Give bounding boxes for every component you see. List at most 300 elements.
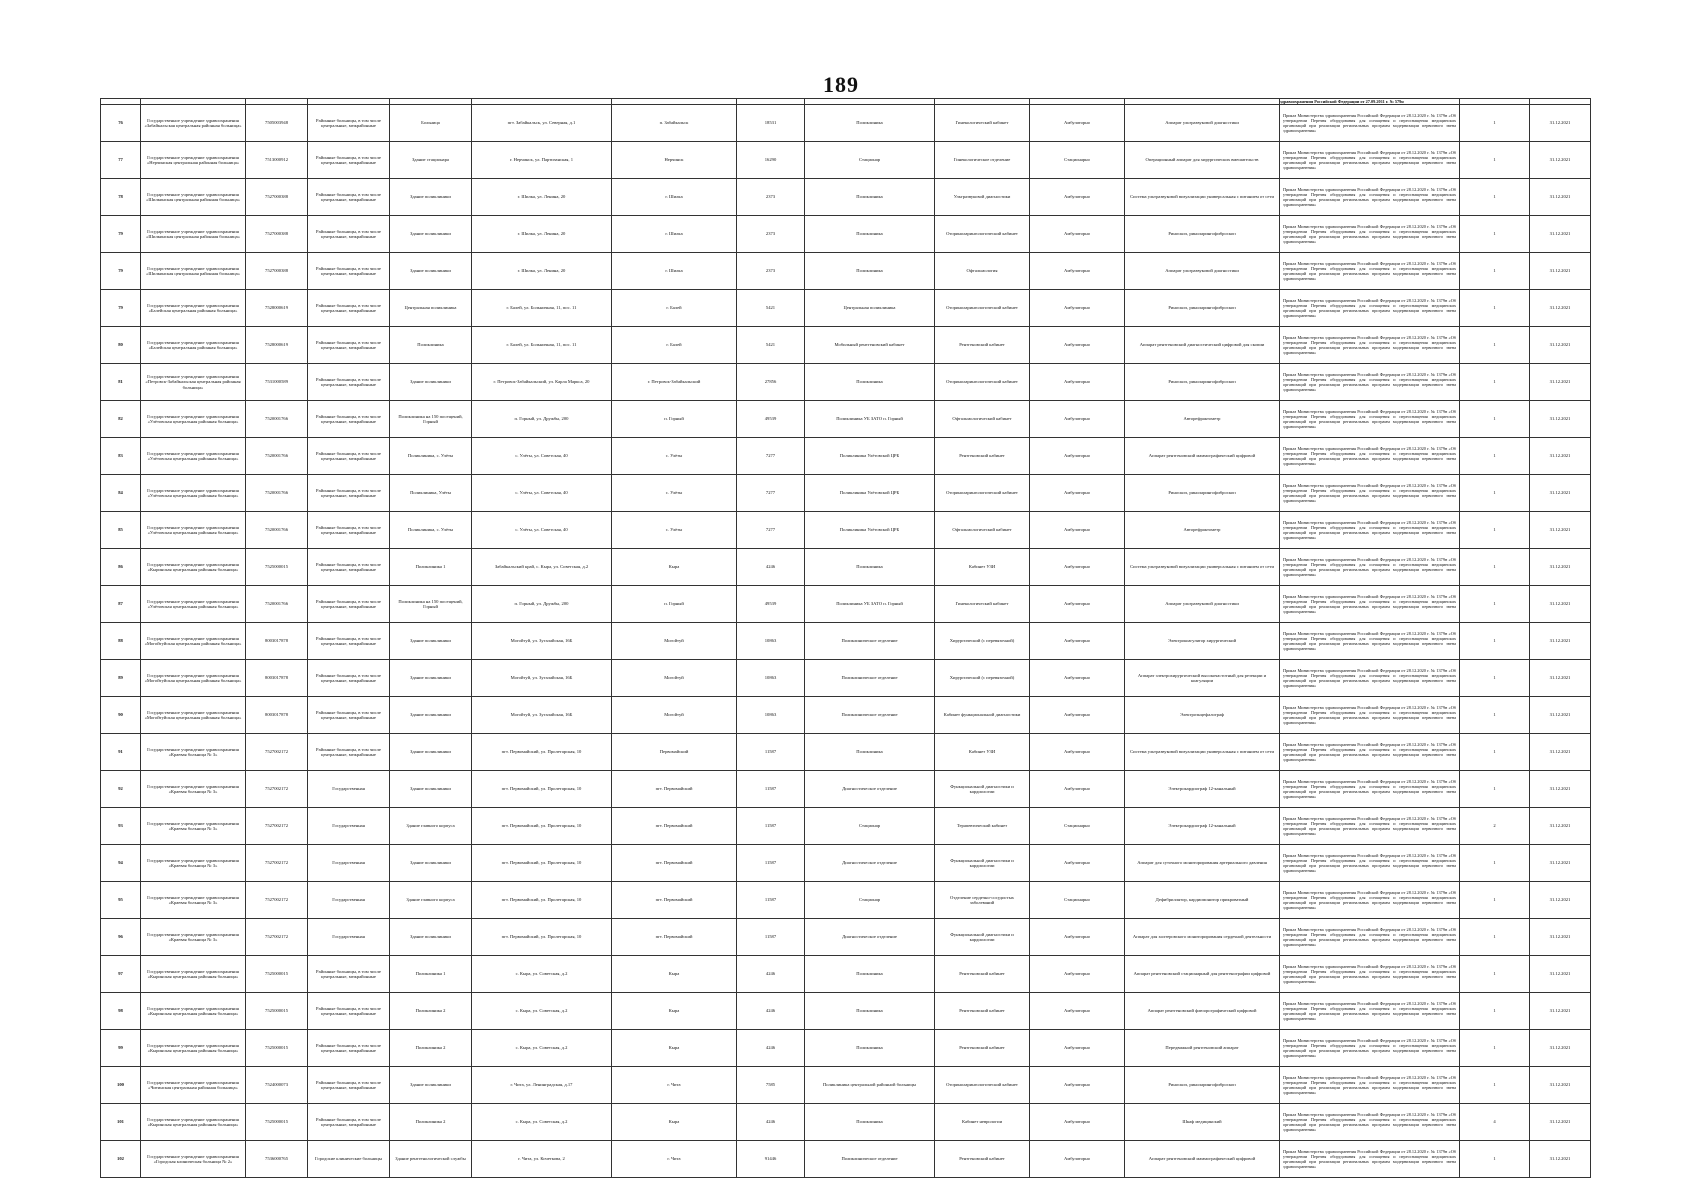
equipment-name: Риноскоп, риноларингофиброскоп — [1125, 364, 1280, 401]
quantity: 1 — [1460, 512, 1530, 549]
due-date: 31.12.2021 — [1530, 253, 1591, 290]
department: Поликлиническое отделение — [805, 623, 935, 660]
regulatory-document: Приказ Министерства здравоохранения Российской Федерации от 28.12.2020 г. № 1379н «Об утверждении Перечня оборудования для оснащения и переоснащения медицинских организаций при реализации региональных программ модернизации первичного звена здравоохранения» — [1280, 1067, 1460, 1104]
equipment-name: Авторефрактометр — [1125, 512, 1280, 549]
cabinet: Рентгеновский кабинет — [935, 327, 1030, 364]
row-number: 100 — [101, 1067, 141, 1104]
organization-type: Районные больницы, в том числе центральные, межрайонные — [308, 956, 390, 993]
cabinet: Офтальмологический кабинет — [935, 512, 1030, 549]
equipment-name: Система ультразвуковой визуализации универсальная с питанием от сети — [1125, 549, 1280, 586]
locality: с. Улёты — [612, 512, 737, 549]
row-number: 98 — [101, 993, 141, 1030]
equipment-name: Система ультразвуковой визуализации универсальная с питанием от сети — [1125, 734, 1280, 771]
table-row — [101, 845, 1591, 882]
regulatory-document: Приказ Министерства здравоохранения Российской Федерации от 28.12.2020 г. № 1379н «Об утверждении Перечня оборудования для оснащения и переоснащения медицинских организаций при реализации региональных программ модернизации первичного звена здравоохранения» — [1280, 216, 1460, 253]
regulatory-document: Приказ Министерства здравоохранения Российской Федерации от 28.12.2020 г. № 1379н «Об утверждении Перечня оборудования для оснащения и переоснащения медицинских организаций при реализации региональных программ модернизации первичного звена здравоохранения» — [1280, 475, 1460, 512]
organization-name: Государственное учреждение здравоохранения «Кыринская центральная районная больница» — [141, 993, 246, 1030]
cabinet: Кабинет неврологии — [935, 1104, 1030, 1141]
equipment-name: Аппарат ультразвуковой диагностики — [1125, 586, 1280, 623]
department: Поликлиника УБ ЗАТО п. Горный — [805, 586, 935, 623]
address: с. Кыра, ул. Советская, д.2 — [472, 1104, 612, 1141]
organization-type: Районные больницы, в том числе центральные, межрайонные — [308, 290, 390, 327]
regulatory-document: Приказ Министерства здравоохранения Российской Федерации от 28.12.2020 г. № 1379н «Об утверждении Перечня оборудования для оснащения и переоснащения медицинских организаций при реализации региональных программ модернизации первичного звена здравоохранения» — [1280, 882, 1460, 919]
quantity: 1 — [1460, 327, 1530, 364]
organization-type: Районные больницы, в том числе центральные, межрайонные — [308, 364, 390, 401]
cabinet: Рентгеновский кабинет — [935, 438, 1030, 475]
quantity: 1 — [1460, 845, 1530, 882]
cabinet: Оториноларингологический кабинет — [935, 216, 1030, 253]
row-number: 86 — [101, 549, 141, 586]
department: Поликлиника — [805, 549, 935, 586]
equipment-name: Риноскоп, риноларингофиброскоп — [1125, 475, 1280, 512]
address: г. Балей, ул. Больничная, 11, пос. 11 — [472, 327, 612, 364]
table-row — [101, 1141, 1591, 1178]
table-row — [101, 475, 1591, 512]
cabinet: Хирургический (с перевязочной) — [935, 660, 1030, 697]
quantity: 1 — [1460, 697, 1530, 734]
building-name: Поликлиника 2 — [390, 1104, 472, 1141]
address: Могойтуй, ул. Зугалайская, 16Б — [472, 660, 612, 697]
row-number: 101 — [101, 1104, 141, 1141]
regulatory-document: Приказ Министерства здравоохранения Российской Федерации от 28.12.2020 г. № 1379н «Об утверждении Перечня оборудования для оснащения и переоснащения медицинских организаций при реализации региональных программ модернизации первичного звена здравоохранения» — [1280, 105, 1460, 142]
locality: г. Чита — [612, 1067, 737, 1104]
department: Поликлиническое отделение — [805, 1141, 935, 1178]
cabinet: Гинекологический кабинет — [935, 586, 1030, 623]
cabinet: Оториноларингологический кабинет — [935, 364, 1030, 401]
organization-type: Районные больницы, в том числе центральные, межрайонные — [308, 697, 390, 734]
row-number: 84 — [101, 475, 141, 512]
organization-name: Государственное учреждение здравоохранения «Шилкинская центральная районная больница» — [141, 216, 246, 253]
department: Поликлиника Улётовской ЦРБ — [805, 438, 935, 475]
locality: п. Горный — [612, 586, 737, 623]
equipment-name: Аппарат для суточного мониторирования артериального давления — [1125, 845, 1280, 882]
regulatory-document: Приказ Министерства здравоохранения Российской Федерации от 28.12.2020 г. № 1379н «Об утверждении Перечня оборудования для оснащения и переоснащения медицинских организаций при реализации региональных программ модернизации первичного звена здравоохранения» — [1280, 290, 1460, 327]
building-name: Поликлиника, с. Улёты — [390, 512, 472, 549]
quantity: 1 — [1460, 919, 1530, 956]
building-name: Здание рентгенологической службы — [390, 1141, 472, 1178]
locality: Первомайский — [612, 734, 737, 771]
address: с. Улёты, ул. Советская, 40 — [472, 512, 612, 549]
department: Поликлиника — [805, 105, 935, 142]
locality: г. Шилка — [612, 179, 737, 216]
cabinet: Ультразвуковой диагностики — [935, 179, 1030, 216]
header-continuation: здравоохранения Российской Федерации от 27.09.2011 г. № 579н — [1280, 99, 1460, 105]
address: Могойтуй, ул. Зугалайская, 16Б — [472, 623, 612, 660]
quantity: 1 — [1460, 586, 1530, 623]
building-name: Здание поликлиники — [390, 734, 472, 771]
department: Поликлиника Улётовской ЦРБ — [805, 512, 935, 549]
inn-code: 7505003948 — [246, 105, 308, 142]
regulatory-document: Приказ Министерства здравоохранения Российской Федерации от 28.12.2020 г. № 1379н «Об утверждении Перечня оборудования для оснащения и переоснащения медицинских организаций при реализации региональных программ модернизации первичного звена здравоохранения» — [1280, 512, 1460, 549]
inn-code: 7527000388 — [246, 253, 308, 290]
row-number: 102 — [101, 1141, 141, 1178]
department: Поликлиника — [805, 734, 935, 771]
building-name: Здание стационара — [390, 142, 472, 179]
department: Поликлиника — [805, 1030, 935, 1067]
cabinet: Терапевтический кабинет — [935, 808, 1030, 845]
locality-code: 7277 — [737, 475, 805, 512]
inn-code: 7527002172 — [246, 919, 308, 956]
quantity: 2 — [1460, 808, 1530, 845]
regulatory-document: Приказ Министерства здравоохранения Российской Федерации от 28.12.2020 г. № 1379н «Об утверждении Перечня оборудования для оснащения и переоснащения медицинских организаций при реализации региональных программ модернизации первичного звена здравоохранения» — [1280, 993, 1460, 1030]
locality-code: 16290 — [737, 142, 805, 179]
inn-code: 7536000765 — [246, 1141, 308, 1178]
address: с. Кыра, ул. Советская, д.2 — [472, 1030, 612, 1067]
row-number: 94 — [101, 845, 141, 882]
due-date: 31.12.2021 — [1530, 1141, 1591, 1178]
due-date: 31.12.2021 — [1530, 216, 1591, 253]
care-mode: Стационарно — [1030, 808, 1125, 845]
row-number: 85 — [101, 512, 141, 549]
building-name: Здание поликлиники — [390, 697, 472, 734]
care-mode: Стационарно — [1030, 142, 1125, 179]
regulatory-document: Приказ Министерства здравоохранения Российской Федерации от 28.12.2020 г. № 1379н «Об утверждении Перечня оборудования для оснащения и переоснащения медицинских организаций при реализации региональных программ модернизации первичного звена здравоохранения» — [1280, 623, 1460, 660]
care-mode: Амбулаторно — [1030, 771, 1125, 808]
row-number: 95 — [101, 882, 141, 919]
equipment-name: Аппарат рентгеновский стационарный для рентгенографии цифровой — [1125, 956, 1280, 993]
locality: пгт. Первомайский — [612, 771, 737, 808]
page-number: 189 — [823, 72, 859, 97]
cabinet: Кабинет функциональной диагностики — [935, 697, 1030, 734]
due-date: 31.12.2021 — [1530, 660, 1591, 697]
locality: г. Балей — [612, 290, 737, 327]
address: с. Кыра, ул. Советская, д.2 — [472, 956, 612, 993]
address: пгт. Забайкальск, ул. Северная, д.1 — [472, 105, 612, 142]
department: Диагностическое отделение — [805, 771, 935, 808]
address: г. Нерчинск, ул. Партизанская, 1 — [472, 142, 612, 179]
locality: Кыра — [612, 956, 737, 993]
department: Поликлиническое отделение — [805, 697, 935, 734]
inn-code: 7525000015 — [246, 1104, 308, 1141]
locality-code: 7277 — [737, 512, 805, 549]
equipment-name: Аппарат рентгеновский маммографический цифровой — [1125, 1141, 1280, 1178]
locality: Кыра — [612, 549, 737, 586]
quantity: 1 — [1460, 216, 1530, 253]
cabinet: Функциональной диагностики и кардиологии — [935, 845, 1030, 882]
address: пгт. Первомайский, ул. Пролетарская, 10 — [472, 771, 612, 808]
quantity: 1 — [1460, 179, 1530, 216]
table-row — [101, 956, 1591, 993]
row-number: 80 — [101, 327, 141, 364]
locality: Кыра — [612, 993, 737, 1030]
organization-name: Государственное учреждение здравоохранения «Шилкинская центральная районная больница» — [141, 179, 246, 216]
regulatory-document: Приказ Министерства здравоохранения Российской Федерации от 28.12.2020 г. № 1379н «Об утверждении Перечня оборудования для оснащения и переоснащения медицинских организаций при реализации региональных программ модернизации первичного звена здравоохранения» — [1280, 697, 1460, 734]
locality-code: 10863 — [737, 697, 805, 734]
organization-name: Государственное учреждение здравоохранения «Читинская центральная районная больница» — [141, 1067, 246, 1104]
inn-code: 7525000015 — [246, 956, 308, 993]
organization-type: Районные больницы, в том числе центральные, межрайонные — [308, 105, 390, 142]
row-number: 89 — [101, 660, 141, 697]
building-name: Здание поликлиники — [390, 364, 472, 401]
locality-code: 2373 — [737, 179, 805, 216]
cabinet: Оториноларингологический кабинет — [935, 475, 1030, 512]
row-number: 92 — [101, 771, 141, 808]
equipment-name: Система ультразвуковой визуализации универсальная с питанием от сети — [1125, 179, 1280, 216]
due-date: 31.12.2021 — [1530, 697, 1591, 734]
regulatory-document: Приказ Министерства здравоохранения Российской Федерации от 28.12.2020 г. № 1379н «Об утверждении Перечня оборудования для оснащения и переоснащения медицинских организаций при реализации региональных программ модернизации первичного звена здравоохранения» — [1280, 179, 1460, 216]
equipment-table-wrapper — [100, 98, 1590, 1178]
quantity: 1 — [1460, 1030, 1530, 1067]
inn-code: 7527000388 — [246, 179, 308, 216]
organization-name: Государственное учреждение здравоохранения «Могойтуйская центральная районная больница» — [141, 697, 246, 734]
organization-type: Районные больницы, в том числе центральные, межрайонные — [308, 1104, 390, 1141]
regulatory-document: Приказ Министерства здравоохранения Российской Федерации от 28.12.2020 г. № 1379н «Об утверждении Перечня оборудования для оснащения и переоснащения медицинских организаций при реализации региональных программ модернизации первичного звена здравоохранения» — [1280, 253, 1460, 290]
quantity: 1 — [1460, 142, 1530, 179]
care-mode: Амбулаторно — [1030, 1141, 1125, 1178]
due-date: 31.12.2021 — [1530, 586, 1591, 623]
table-row — [101, 1067, 1591, 1104]
regulatory-document: Приказ Министерства здравоохранения Российской Федерации от 28.12.2020 г. № 1379н «Об утверждении Перечня оборудования для оснащения и переоснащения медицинских организаций при реализации региональных программ модернизации первичного звена здравоохранения» — [1280, 845, 1460, 882]
due-date: 31.12.2021 — [1530, 993, 1591, 1030]
cabinet: Офтальмологический кабинет — [935, 401, 1030, 438]
building-name: Поликлиника, Улёты — [390, 475, 472, 512]
regulatory-document: Приказ Министерства здравоохранения Российской Федерации от 28.12.2020 г. № 1379н «Об утверждении Перечня оборудования для оснащения и переоснащения медицинских организаций при реализации региональных программ модернизации первичного звена здравоохранения» — [1280, 734, 1460, 771]
locality-code: 11587 — [737, 845, 805, 882]
due-date: 31.12.2021 — [1530, 475, 1591, 512]
cabinet: Рентгеновский кабинет — [935, 993, 1030, 1030]
locality: пгт. Первомайский — [612, 845, 737, 882]
inn-code: 8003017878 — [246, 660, 308, 697]
due-date: 31.12.2021 — [1530, 623, 1591, 660]
locality: г. Шилка — [612, 216, 737, 253]
care-mode: Амбулаторно — [1030, 253, 1125, 290]
building-name: Здание поликлиники — [390, 1067, 472, 1104]
department: Стационар — [805, 142, 935, 179]
building-name: Здание главного корпуса — [390, 882, 472, 919]
equipment-table — [100, 98, 1591, 1178]
care-mode: Стационарно — [1030, 882, 1125, 919]
organization-name: Государственное учреждение здравоохранения «Забайкальская центральная районная больница» — [141, 105, 246, 142]
locality: пгт. Первомайский — [612, 808, 737, 845]
organization-name: Государственное учреждение здравоохранения «Петровск-Забайкальская центральная районная больница» — [141, 364, 246, 401]
row-number: 96 — [101, 919, 141, 956]
department: Стационар — [805, 808, 935, 845]
locality: п. Забайкальск — [612, 105, 737, 142]
care-mode: Амбулаторно — [1030, 290, 1125, 327]
table-row — [101, 1104, 1591, 1141]
cabinet: Рентгеновский кабинет — [935, 956, 1030, 993]
address: г. Чита, ул. Ленинградская, д.17 — [472, 1067, 612, 1104]
cabinet: Гинекологическое отделение — [935, 142, 1030, 179]
regulatory-document: Приказ Министерства здравоохранения Российской Федерации от 28.12.2020 г. № 1379н «Об утверждении Перечня оборудования для оснащения и переоснащения медицинских организаций при реализации региональных программ модернизации первичного звена здравоохранения» — [1280, 401, 1460, 438]
regulatory-document: Приказ Министерства здравоохранения Российской Федерации от 28.12.2020 г. № 1379н «Об утверждении Перечня оборудования для оснащения и переоснащения медицинских организаций при реализации региональных программ модернизации первичного звена здравоохранения» — [1280, 956, 1460, 993]
due-date: 31.12.2021 — [1530, 956, 1591, 993]
table-body — [101, 99, 1591, 1178]
equipment-name: Шкаф медицинский — [1125, 1104, 1280, 1141]
care-mode: Амбулаторно — [1030, 623, 1125, 660]
address: с. Улёты, ул. Советская, 40 — [472, 475, 612, 512]
locality-code: 7277 — [737, 438, 805, 475]
locality: г. Балей — [612, 327, 737, 364]
quantity: 1 — [1460, 623, 1530, 660]
regulatory-document: Приказ Министерства здравоохранения Российской Федерации от 28.12.2020 г. № 1379н «Об утверждении Перечня оборудования для оснащения и переоснащения медицинских организаций при реализации региональных программ модернизации первичного звена здравоохранения» — [1280, 1030, 1460, 1067]
cabinet: Рентгеновский кабинет — [935, 1141, 1030, 1178]
locality-code: 10863 — [737, 660, 805, 697]
locality: г. Петровск-Забайкальский — [612, 364, 737, 401]
inn-code: 7527002172 — [246, 808, 308, 845]
locality-code: 11587 — [737, 734, 805, 771]
address: пгт. Первомайский, ул. Пролетарская, 10 — [472, 808, 612, 845]
care-mode: Амбулаторно — [1030, 993, 1125, 1030]
organization-name: Государственное учреждение здравоохранения «Городская клиническая больница № 2» — [141, 1141, 246, 1178]
inn-code: 7520001766 — [246, 438, 308, 475]
regulatory-document: Приказ Министерства здравоохранения Российской Федерации от 28.12.2020 г. № 1379н «Об утверждении Перечня оборудования для оснащения и переоснащения медицинских организаций при реализации региональных программ модернизации первичного звена здравоохранения» — [1280, 1104, 1460, 1141]
equipment-name: Аппарат ультразвуковой диагностики — [1125, 253, 1280, 290]
building-name: Поликлиника, с. Улёты — [390, 438, 472, 475]
equipment-name: Электроэнцефалограф — [1125, 697, 1280, 734]
care-mode: Амбулаторно — [1030, 697, 1125, 734]
table-row — [101, 216, 1591, 253]
due-date: 31.12.2021 — [1530, 1067, 1591, 1104]
department: Поликлиника центральной районной больницы — [805, 1067, 935, 1104]
locality-code: 11587 — [737, 808, 805, 845]
table-row — [101, 1030, 1591, 1067]
table-row — [101, 734, 1591, 771]
inn-code: 7520001766 — [246, 512, 308, 549]
address: г. Шилка, ул. Ленина, 20 — [472, 253, 612, 290]
due-date: 31.12.2021 — [1530, 142, 1591, 179]
locality: Могойтуй — [612, 660, 737, 697]
organization-type: Районные больницы, в том числе центральные, межрайонные — [308, 327, 390, 364]
regulatory-document: Приказ Министерства здравоохранения Российской Федерации от 28.12.2020 г. № 1379н «Об утверждении Перечня оборудования для оснащения и переоснащения медицинских организаций при реализации региональных программ модернизации первичного звена здравоохранения» — [1280, 1141, 1460, 1178]
organization-name: Государственное учреждение здравоохранения «Краевая больница № 3» — [141, 771, 246, 808]
table-row — [101, 660, 1591, 697]
address: п. Горный, ул. Дружбы, 200 — [472, 586, 612, 623]
quantity: 1 — [1460, 660, 1530, 697]
table-row — [101, 549, 1591, 586]
table-row — [101, 512, 1591, 549]
row-number: 77 — [101, 142, 141, 179]
organization-type: Районные больницы, в том числе центральные, межрайонные — [308, 734, 390, 771]
address: г. Петровск-Забайкальский, ул. Карла Маркса, 20 — [472, 364, 612, 401]
regulatory-document: Приказ Министерства здравоохранения Российской Федерации от 28.12.2020 г. № 1379н «Об утверждении Перечня оборудования для оснащения и переоснащения медицинских организаций при реализации региональных программ модернизации первичного звена здравоохранения» — [1280, 586, 1460, 623]
organization-name: Государственное учреждение здравоохранения «Улётовская центральная районная больница» — [141, 401, 246, 438]
table-row — [101, 142, 1591, 179]
table-row — [101, 808, 1591, 845]
due-date: 31.12.2021 — [1530, 327, 1591, 364]
organization-type: Районные больницы, в том числе центральные, межрайонные — [308, 475, 390, 512]
equipment-name: Аппарат рентгеновский диагностический цифровой для скопии — [1125, 327, 1280, 364]
organization-type: Государственная — [308, 919, 390, 956]
equipment-name: Дефибриллятор, кардиомонитор прикроватный — [1125, 882, 1280, 919]
equipment-name: Аппарат рентгеновский маммографический цифровой — [1125, 438, 1280, 475]
inn-code: 7528000619 — [246, 290, 308, 327]
cabinet: Функциональной диагностики и кардиологии — [935, 919, 1030, 956]
care-mode: Амбулаторно — [1030, 401, 1125, 438]
regulatory-document: Приказ Министерства здравоохранения Российской Федерации от 28.12.2020 г. № 1379н «Об утверждении Перечня оборудования для оснащения и переоснащения медицинских организаций при реализации региональных программ модернизации первичного звена здравоохранения» — [1280, 771, 1460, 808]
care-mode: Амбулаторно — [1030, 327, 1125, 364]
equipment-name: Электрокардиограф 12-канальный — [1125, 808, 1280, 845]
organization-type: Районные больницы, в том числе центральные, межрайонные — [308, 1030, 390, 1067]
locality: г. Чита — [612, 1141, 737, 1178]
inn-code: 7520001766 — [246, 475, 308, 512]
department: Стационар — [805, 882, 935, 919]
organization-type: Районные больницы, в том числе центральные, межрайонные — [308, 438, 390, 475]
table-row — [101, 623, 1591, 660]
building-name: Поликлиника на 150 посещений, Горный — [390, 586, 472, 623]
equipment-name: Передвижной рентгеновский аппарат — [1125, 1030, 1280, 1067]
organization-name: Государственное учреждение здравоохранения «Кыринская центральная районная больница» — [141, 956, 246, 993]
inn-code: 8003017878 — [246, 623, 308, 660]
organization-name: Государственное учреждение здравоохранения «Улётовская центральная районная больница» — [141, 512, 246, 549]
locality-code: 49539 — [737, 586, 805, 623]
row-number: 83 — [101, 438, 141, 475]
inn-code: 7527002172 — [246, 734, 308, 771]
regulatory-document: Приказ Министерства здравоохранения Российской Федерации от 28.12.2020 г. № 1379н «Об утверждении Перечня оборудования для оснащения и переоснащения медицинских организаций при реализации региональных программ модернизации первичного звена здравоохранения» — [1280, 660, 1460, 697]
organization-name: Государственное учреждение здравоохранения «Краевая больница № 3» — [141, 919, 246, 956]
organization-type: Районные больницы, в том числе центральные, межрайонные — [308, 549, 390, 586]
regulatory-document: Приказ Министерства здравоохранения Российской Федерации от 28.12.2020 г. № 1379н «Об утверждении Перечня оборудования для оснащения и переоснащения медицинских организаций при реализации региональных программ модернизации первичного звена здравоохранения» — [1280, 364, 1460, 401]
due-date: 31.12.2021 — [1530, 364, 1591, 401]
inn-code: 7528000619 — [246, 327, 308, 364]
table-row — [101, 364, 1591, 401]
row-number: 90 — [101, 697, 141, 734]
care-mode: Амбулаторно — [1030, 216, 1125, 253]
table-row — [101, 105, 1591, 142]
cabinet: Гинекологический кабинет — [935, 105, 1030, 142]
due-date: 31.12.2021 — [1530, 1104, 1591, 1141]
quantity: 1 — [1460, 882, 1530, 919]
address: г. Чита, ул. Кочеткова, 2 — [472, 1141, 612, 1178]
quantity: 1 — [1460, 105, 1530, 142]
organization-name: Государственное учреждение здравоохранения «Балейская центральная районная больница» — [141, 290, 246, 327]
care-mode: Амбулаторно — [1030, 956, 1125, 993]
organization-type: Районные больницы, в том числе центральные, межрайонные — [308, 586, 390, 623]
department: Поликлиника — [805, 956, 935, 993]
row-number: 81 — [101, 364, 141, 401]
equipment-name: Риноскоп, риноларингофиброскоп — [1125, 290, 1280, 327]
locality-code: 18531 — [737, 105, 805, 142]
locality-code: 5421 — [737, 290, 805, 327]
care-mode: Амбулаторно — [1030, 845, 1125, 882]
department: Поликлиника — [805, 364, 935, 401]
organization-type: Районные больницы, в том числе центральные, межрайонные — [308, 142, 390, 179]
organization-name: Государственное учреждение здравоохранения «Кыринская центральная районная больница» — [141, 1030, 246, 1067]
care-mode: Амбулаторно — [1030, 364, 1125, 401]
locality: Кыра — [612, 1104, 737, 1141]
due-date: 31.12.2021 — [1530, 290, 1591, 327]
organization-type: Районные больницы, в том числе центральные, межрайонные — [308, 623, 390, 660]
regulatory-document: Приказ Министерства здравоохранения Российской Федерации от 28.12.2020 г. № 1379н «Об утверждении Перечня оборудования для оснащения и переоснащения медицинских организаций при реализации региональных программ модернизации первичного звена здравоохранения» — [1280, 438, 1460, 475]
quantity: 1 — [1460, 771, 1530, 808]
locality: пгт. Первомайский — [612, 882, 737, 919]
organization-name: Государственное учреждение здравоохранения «Балейская центральная районная больница» — [141, 327, 246, 364]
table-row — [101, 179, 1591, 216]
locality-code: 91446 — [737, 1141, 805, 1178]
due-date: 31.12.2021 — [1530, 401, 1591, 438]
address: Забайкальский край, с. Кыра, ул. Советская, д.2 — [472, 549, 612, 586]
inn-code: 7531000589 — [246, 364, 308, 401]
row-number: 79 — [101, 290, 141, 327]
building-name: Здание поликлиники — [390, 771, 472, 808]
locality-code: 4246 — [737, 1030, 805, 1067]
department: Диагностическое отделение — [805, 919, 935, 956]
inn-code: 7520001766 — [246, 586, 308, 623]
quantity: 1 — [1460, 290, 1530, 327]
regulatory-document: Приказ Министерства здравоохранения Российской Федерации от 28.12.2020 г. № 1379н «Об утверждении Перечня оборудования для оснащения и переоснащения медицинских организаций при реализации региональных программ модернизации первичного звена здравоохранения» — [1280, 327, 1460, 364]
department: Мобильный рентгеновский кабинет — [805, 327, 935, 364]
row-number: 93 — [101, 808, 141, 845]
organization-type: Государственная — [308, 882, 390, 919]
table-row — [101, 253, 1591, 290]
care-mode: Амбулаторно — [1030, 1104, 1125, 1141]
building-name: Центральная поликлиника — [390, 290, 472, 327]
cabinet: Кабинет УЗИ — [935, 549, 1030, 586]
care-mode: Амбулаторно — [1030, 179, 1125, 216]
quantity: 1 — [1460, 734, 1530, 771]
table-row — [101, 771, 1591, 808]
quantity: 1 — [1460, 253, 1530, 290]
